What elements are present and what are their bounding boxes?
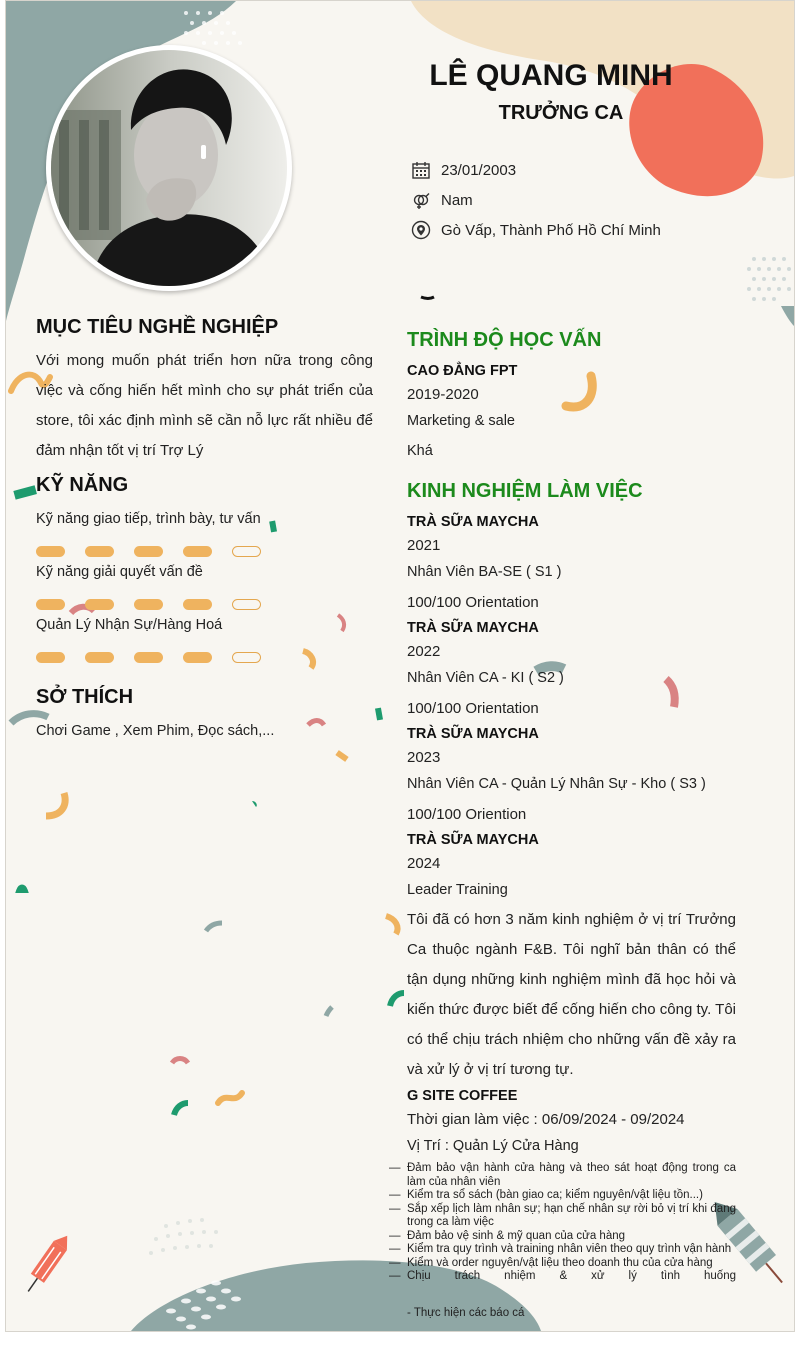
job-1-company: TRÀ SỮA MAYCHA <box>407 514 539 530</box>
gsite-period: Thời gian làm việc : 06/09/2024 - 09/2024 <box>407 1111 685 1128</box>
duty-text: Kiểm và order nguyên/vật liệu theo doanh thu của cửa hàng <box>407 1256 713 1269</box>
job-4-company: TRÀ SỮA MAYCHA <box>407 832 539 848</box>
skill-2-rating <box>36 599 266 611</box>
rating-dot-filled <box>134 546 163 557</box>
bullet-dash: — <box>389 1189 401 1201</box>
resume-page <box>5 0 795 1332</box>
rating-dot-filled <box>183 599 212 610</box>
rating-dot-empty <box>232 546 261 557</box>
objective-text: Với mong muốn phát triển hơn nữa trong công việc và cống hiến hết mình cho sự phát triển của store, tôi xác định mình sẽ cần nỗ lực rất nhiều để đảm nhận tốt vị trí Trợ Lý <box>36 352 373 459</box>
job-1-note: 100/100 Orientation <box>407 594 539 611</box>
list-item <box>389 1270 736 1284</box>
birthday-value: 23/01/2003 <box>441 161 517 179</box>
rating-dot-filled <box>134 599 163 610</box>
address-row <box>411 219 661 241</box>
duty-text: Đảm bảo vệ sinh & mỹ quan của cửa hàng <box>407 1229 626 1242</box>
bullet-dash: — <box>389 1202 401 1215</box>
bullet-dash: — <box>389 1229 401 1242</box>
skill-2-label: Kỹ năng giải quyết vấn đề <box>36 564 203 580</box>
rating-dot-empty <box>232 652 261 663</box>
rating-dot-filled <box>134 652 163 663</box>
rating-dot-filled <box>36 652 65 663</box>
job-4-year: 2024 <box>407 855 441 872</box>
objective-heading: MỤC TIÊU NGHỀ NGHIỆP <box>36 316 279 338</box>
job-2-note: 100/100 Orientation <box>407 700 539 717</box>
skill-3-rating <box>36 652 266 664</box>
experience-summary: Tôi đã có hơn 3 năm kinh nghiệm ở vị trí Trưởng Ca thuộc ngành F&B. Tôi nghĩ bản thân có thể tận dụng những kinh nghiệm mình đã học hỏi và kiến thức được biết để cống hiến cho công ty. Tôi có thể chịu trách nhiệm cho những vấn đề xảy ra và xử lý ở vị trí tương tự. <box>407 911 736 1078</box>
list-item <box>389 1230 736 1244</box>
duty-text: Sắp xếp lịch làm nhân sự; hạn chế nhân sự rời bỏ vị trí khi đang trong ca làm việc <box>407 1202 736 1228</box>
list-item <box>389 1257 736 1271</box>
bullet-dash: — <box>389 1256 401 1269</box>
list-item <box>389 1243 736 1257</box>
skill-3-label: Quản Lý Nhận Sự/Hàng Hoá <box>36 617 223 633</box>
duty-text: Chịu trách nhiệm & xử lý tình huống <box>407 1270 736 1282</box>
education-school: CAO ĐẲNG FPT <box>407 363 518 379</box>
rating-dot-empty <box>232 599 261 610</box>
hobbies-text: Chơi Game , Xem Phim, Đọc sách,... <box>36 723 275 739</box>
gsite-cutoff-text: - Thực hiện các báo cá <box>407 1307 525 1319</box>
portrait-photo <box>51 50 287 286</box>
duty-text: Đảm bảo vận hành cửa hàng và theo sát hoạt động trong ca làm của nhân viên <box>407 1162 736 1188</box>
job-3-role: Nhân Viên CA - Quản Lý Nhân Sự - Kho ( S3 ) <box>407 776 706 792</box>
job-1-year: 2021 <box>407 537 441 554</box>
job-2-year: 2022 <box>407 643 441 660</box>
candidate-name: LÊ QUANG MINH <box>429 59 673 92</box>
rating-dot-filled <box>183 652 212 663</box>
education-heading: TRÌNH ĐỘ HỌC VẤN <box>407 329 602 351</box>
education-years: 2019-2020 <box>407 386 479 403</box>
hobbies-heading: SỞ THÍCH <box>36 686 134 708</box>
job-3-note: 100/100 Oriention <box>407 806 527 823</box>
job-title: TRƯỞNG CA <box>498 102 624 124</box>
duty-text: Kiểm tra sổ sách (bàn giao ca; kiểm nguyên/vật liệu tồn...) <box>407 1189 703 1201</box>
experience-heading: KINH NGHIỆM LÀM VIỆC <box>407 480 643 502</box>
education-major: Marketing & sale <box>407 413 515 429</box>
rating-dot-filled <box>85 546 114 557</box>
rating-dot-filled <box>85 599 114 610</box>
gsite-duties-list <box>389 1162 736 1284</box>
rating-dot-filled <box>85 652 114 663</box>
duty-text: Kiểm tra quy trình và training nhân viên theo quy trình vận hành <box>407 1243 732 1255</box>
calendar-icon <box>411 160 431 180</box>
skill-1-rating <box>36 546 266 558</box>
list-item <box>389 1203 736 1230</box>
avatar <box>46 45 292 291</box>
education-grade: Khá <box>407 443 433 459</box>
gsite-position: Vị Trí : Quản Lý Cửa Hàng <box>407 1138 579 1154</box>
list-item <box>389 1189 736 1203</box>
rating-dot-filled <box>36 546 65 557</box>
list-item <box>389 1162 736 1189</box>
skill-1-label: Kỹ năng giao tiếp, trình bày, tư vấn <box>36 511 261 527</box>
job-3-company: TRÀ SỮA MAYCHA <box>407 726 539 742</box>
gender-icon <box>411 190 431 210</box>
job-2-role: Nhân Viên CA - KI ( S2 ) <box>407 670 564 686</box>
job-4-role: Leader Training <box>407 882 508 898</box>
gender-value: Nam <box>441 191 473 209</box>
address-value: Gò Vấp, Thành Phố Hồ Chí Minh <box>441 221 661 239</box>
job-2-company: TRÀ SỮA MAYCHA <box>407 620 539 636</box>
gsite-company: G SITE COFFEE <box>407 1088 518 1104</box>
bullet-dash: — <box>389 1270 401 1282</box>
bullet-dash: — <box>389 1162 401 1174</box>
rating-dot-filled <box>183 546 212 557</box>
rating-dot-filled <box>36 599 65 610</box>
bullet-dash: — <box>389 1243 401 1255</box>
job-1-role: Nhân Viên BA-SE ( S1 ) <box>407 564 562 580</box>
skills-heading: KỸ NĂNG <box>36 474 129 496</box>
gender-row <box>411 189 473 211</box>
birthday-row <box>411 159 516 181</box>
location-pin-icon <box>411 220 431 240</box>
job-3-year: 2023 <box>407 749 441 766</box>
